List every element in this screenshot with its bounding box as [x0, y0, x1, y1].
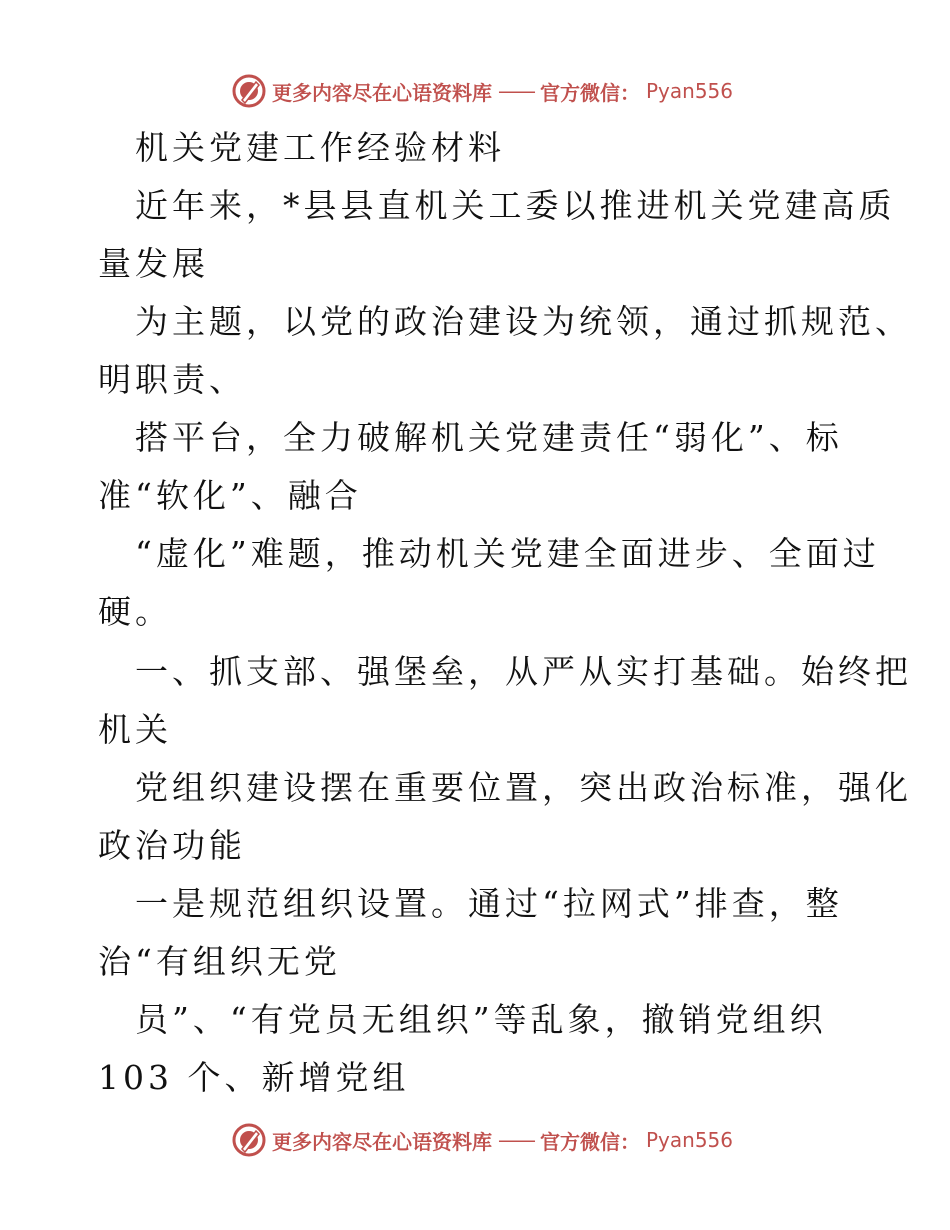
paragraph-line: 治“有组织无党 [98, 942, 341, 981]
paragraph-line: 近年来，*县县直机关工委以推进机关党建高质 [135, 186, 896, 225]
pen-logo-icon [232, 1123, 266, 1157]
document-title: 机关党建工作经验材料 [135, 128, 505, 167]
section-heading-line: 一、抓支部、强堡垒，从严从实打基础。始终把 [135, 652, 912, 691]
pen-logo-icon [232, 74, 266, 108]
header-watermark [232, 71, 733, 111]
paragraph-line: 机关 [98, 710, 172, 749]
watermark-dash: —— [498, 79, 534, 103]
paragraph-line: 党组织建设摆在重要位置，突出政治标准，强化 [135, 768, 912, 807]
watermark-wechat-id: Pyan556 [646, 79, 734, 103]
paragraph-line: 明职责、 [98, 360, 246, 399]
watermark-main-text: 更多内容尽在心语资料库 [272, 1129, 492, 1154]
paragraph-line: 政治功能 [98, 826, 246, 865]
paragraph-line: 硬。 [98, 592, 172, 631]
paragraph-line: 准“软化”、融合 [98, 476, 362, 515]
paragraph-line: 为主题，以党的政治建设为统领，通过抓规范、 [135, 302, 912, 341]
paragraph-line: “虚化”难题，推动机关党建全面进步、全面过 [135, 534, 880, 573]
paragraph-line: 员”、“有党员无组织”等乱象，撤销党组织 [135, 1000, 827, 1039]
watermark-label: 官方微信： [540, 1129, 640, 1154]
paragraph-line: 量发展 [98, 244, 209, 283]
paragraph-line: 搭平台，全力破解机关党建责任“弱化”、标 [135, 418, 843, 457]
watermark-main-text: 更多内容尽在心语资料库 [272, 80, 492, 105]
paragraph-line: 一是规范组织设置。通过“拉网式”排查，整 [135, 884, 843, 923]
watermark-wechat-id: Pyan556 [646, 1128, 734, 1152]
watermark-label: 官方微信： [540, 80, 640, 105]
footer-watermark [232, 1120, 733, 1160]
paragraph-line: 103 个、新增党组 [98, 1058, 410, 1097]
watermark-dash: —— [498, 1128, 534, 1152]
